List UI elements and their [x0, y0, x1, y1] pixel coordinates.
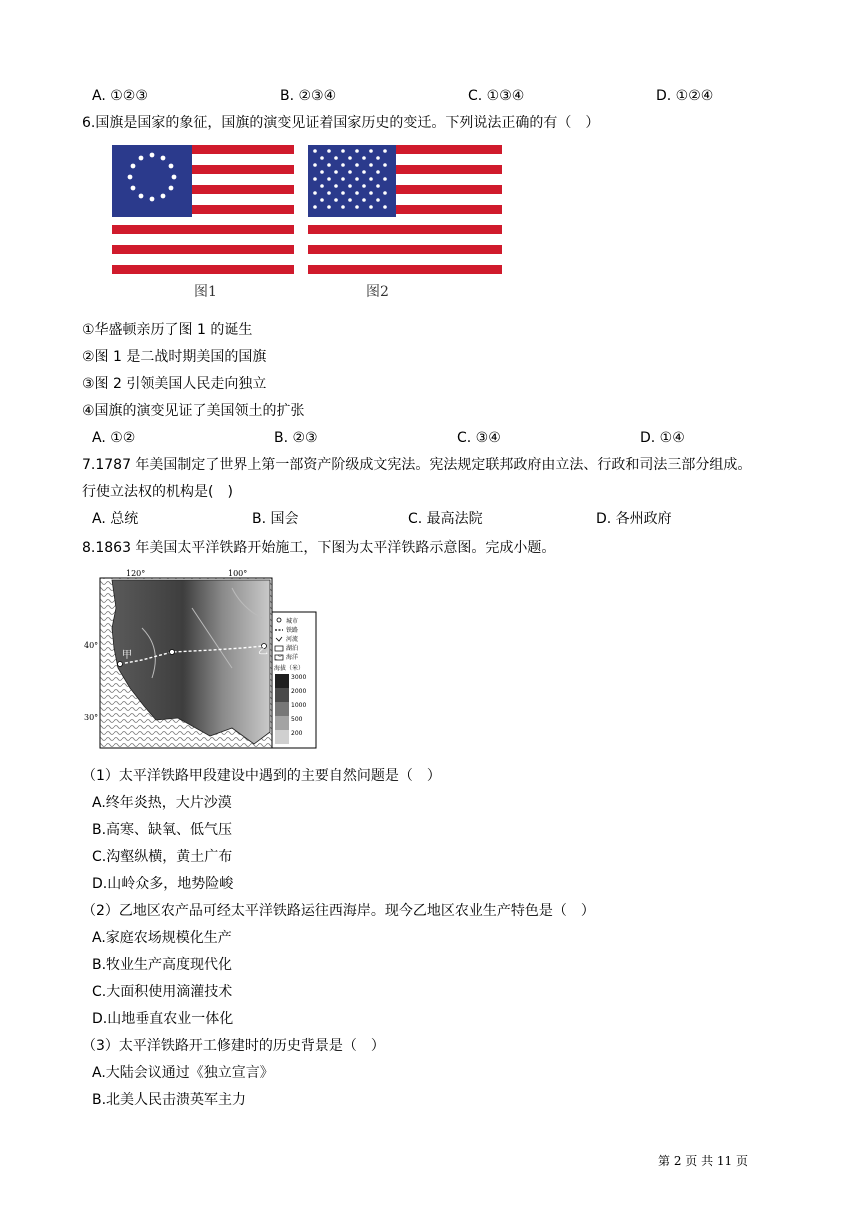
railway-map — [82, 568, 320, 752]
flag-figure-2 — [306, 143, 504, 303]
map-place-yi: 乙 — [258, 646, 268, 657]
q8-sub2-option-b: B.牧业生产高度现代化 — [92, 957, 233, 973]
map-lat-label-40: 40° — [84, 641, 99, 650]
flag-2-image — [306, 143, 504, 303]
q7-option-b: B. 国会 — [252, 511, 299, 527]
flag-2-caption: 图2 — [366, 284, 389, 300]
q7-stem-line-1: 7.1787 年美国制定了世界上第一部资产阶级成文宪法。宪法规定联邦政府由立法、行政和司法三部分组成。 — [82, 457, 752, 473]
page-footer: 第 2 页 共 11 页 — [658, 1154, 748, 1168]
q8-sub3-option-a: A.大陆会议通过《独立宣言》 — [92, 1065, 274, 1081]
q6-stem: 6.国旗是国家的象征，国旗的演变见证着国家历史的变迁。下列说法正确的有（ ） — [82, 115, 600, 131]
q8-sub1-option-b: B.高寒、缺氧、低气压 — [92, 822, 233, 838]
q8-sub1-option-c: C.沟壑纵横，黄土广布 — [92, 849, 233, 865]
map-legend-ocean: 海洋 — [286, 654, 299, 661]
q7-option-d: D. 各州政府 — [596, 511, 672, 527]
q6-option-d: D. ①④ — [640, 430, 685, 446]
q6-options — [92, 428, 772, 448]
q7-stem-line-2: 行使立法权的机构是( ) — [82, 484, 233, 500]
q7-option-a: A. 总统 — [92, 511, 139, 527]
map-legend-railway: 铁路 — [286, 627, 299, 634]
q6-statement-2: ②图 1 是二战时期美国的国旗 — [82, 349, 267, 365]
q6-statement-3: ③图 2 引领美国人民走向独立 — [82, 376, 267, 392]
q8-sub1-option-d: D.山岭众多，地势险峻 — [92, 876, 234, 892]
map-elevation-200: 200 — [291, 730, 303, 737]
map-elevation-2000: 2000 — [291, 688, 307, 695]
map-legend-elevation-title: 海拔（米） — [274, 665, 305, 672]
flag-1-caption: 图1 — [194, 284, 217, 300]
q8-sub2-stem: （2）乙地区农产品可经太平洋铁路运往西海岸。现今乙地区农业生产特色是（ ） — [82, 903, 595, 919]
q8-sub2-option-d: D.山地垂直农业一体化 — [92, 1011, 234, 1027]
flag-1-image — [110, 143, 296, 303]
q5-option-b: B. ②③④ — [280, 88, 337, 104]
q8-sub1-stem: （1）太平洋铁路甲段建设中遇到的主要自然问题是（ ） — [82, 768, 441, 784]
flag-figure-1 — [110, 143, 296, 303]
flag-2-canton — [308, 145, 396, 217]
q7-option-c: C. 最高法院 — [408, 511, 483, 527]
q7-options — [92, 509, 772, 529]
map-place-jia: 甲 — [122, 650, 132, 661]
map-elevation-3000: 3000 — [291, 674, 307, 681]
map-elevation-500: 500 — [291, 716, 303, 723]
map-elevation-1000: 1000 — [291, 702, 307, 709]
map-legend-river: 河流 — [286, 636, 299, 643]
q5-option-a: A. ①②③ — [92, 88, 148, 104]
q6-statement-4: ④国旗的演变见证了美国领土的扩张 — [82, 403, 305, 419]
q8-sub3-stem: （3）太平洋铁路开工修建时的历史背景是（ ） — [82, 1038, 385, 1054]
map-lon-label-100: 100° — [228, 569, 248, 578]
map-legend-lake: 湖泊 — [286, 645, 299, 652]
railway-map-image — [82, 568, 320, 752]
q8-sub3-option-b: B.北美人民击溃英军主力 — [92, 1092, 247, 1108]
q6-statement-1: ①华盛顿亲历了图 1 的诞生 — [82, 322, 253, 338]
q8-sub2-option-c: C.大面积使用滴灌技术 — [92, 984, 233, 1000]
map-lat-label-30: 30° — [84, 713, 99, 722]
q8-sub1-option-a: A.终年炎热，大片沙漠 — [92, 795, 232, 811]
q5-option-c: C. ①③④ — [468, 88, 525, 104]
q5-options — [92, 86, 772, 106]
q5-option-d: D. ①②④ — [656, 88, 714, 104]
q6-option-a: A. ①② — [92, 430, 136, 446]
map-legend-city: 城市 — [286, 618, 299, 625]
q6-option-b: B. ②③ — [274, 430, 318, 446]
q8-sub2-option-a: A.家庭农场规模化生产 — [92, 930, 232, 946]
q8-stem: 8.1863 年美国太平洋铁路开始施工，下图为太平洋铁路示意图。完成小题。 — [82, 540, 556, 556]
map-lon-label-120: 120° — [126, 569, 146, 578]
q6-option-c: C. ③④ — [457, 430, 501, 446]
